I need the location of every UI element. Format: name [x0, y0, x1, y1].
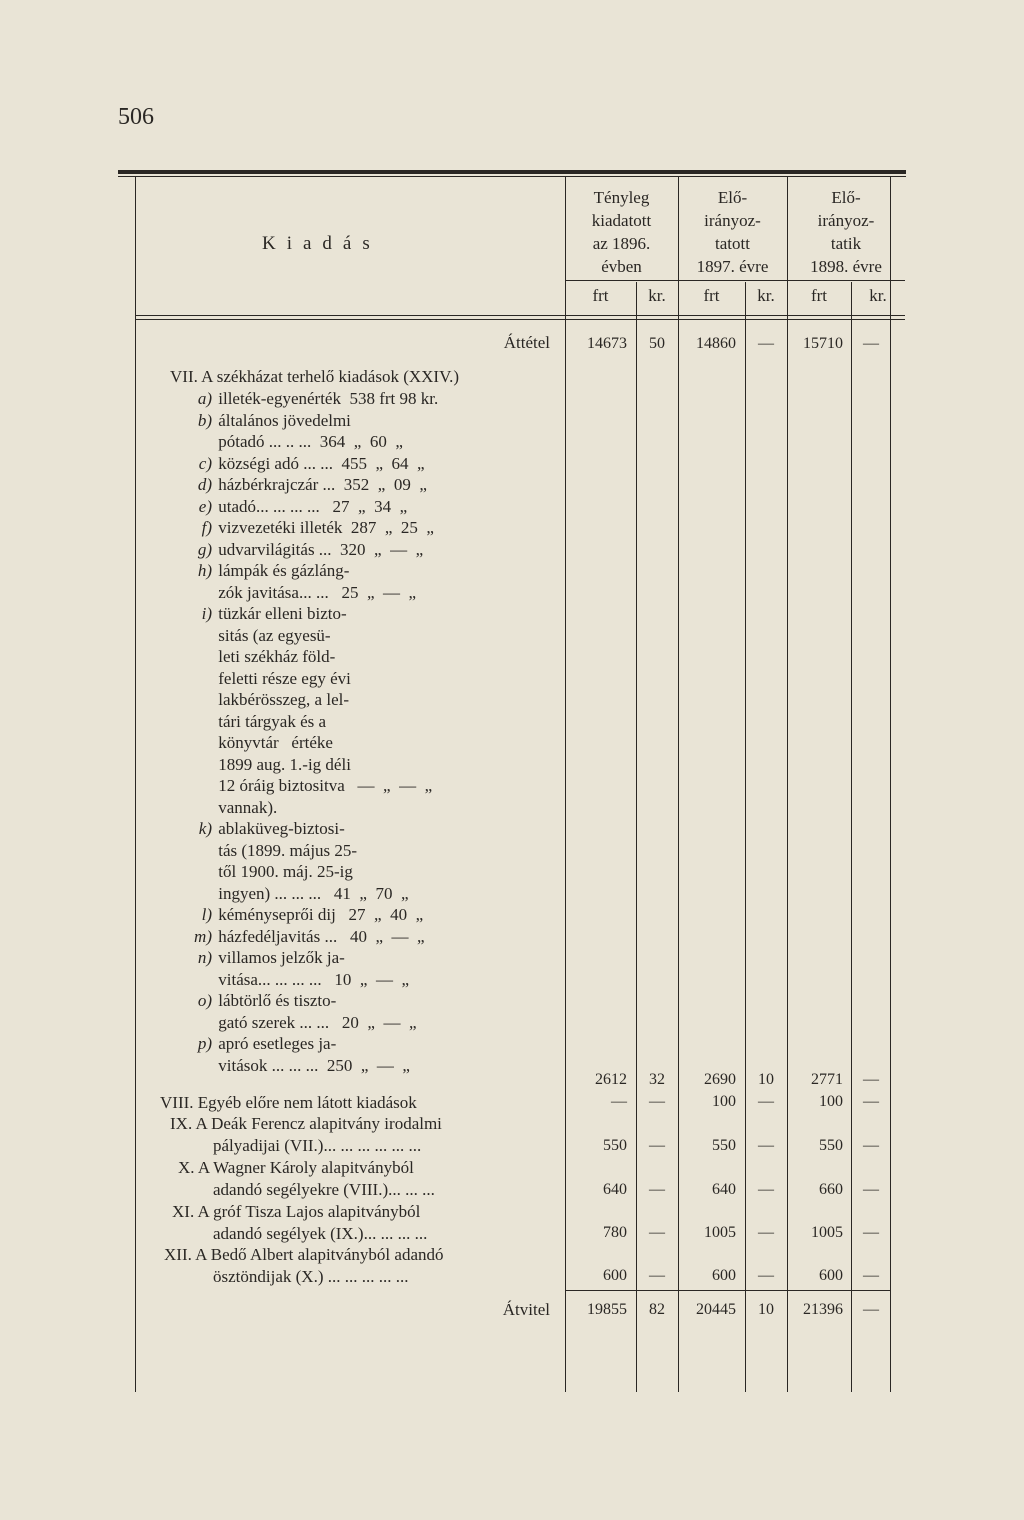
item-line: [170, 453, 560, 475]
atvitel-c1k: 82: [649, 1301, 665, 1318]
header-col3-line: irányoz-: [817, 211, 875, 230]
item-text: sitás (az egyesü-: [218, 625, 331, 645]
header-col2-line: 1897. évre: [696, 257, 769, 276]
item-text: leti székház föld-: [218, 647, 336, 666]
header-col3-line: tatik: [830, 234, 862, 253]
xii-c2k: —: [758, 1267, 774, 1284]
header-bottom-line: [135, 315, 905, 316]
xi-c2k: —: [758, 1224, 774, 1241]
item-text: feletti része egy évi: [218, 668, 351, 688]
item-text: általános jövedelmi: [218, 410, 351, 430]
xii-text-1: XII. A Bedő Albert alapitványból adandó: [164, 1245, 444, 1264]
x-c1k: —: [649, 1181, 665, 1198]
header-col2-line: Elő-: [717, 188, 748, 207]
ix-c3k: —: [863, 1137, 879, 1154]
vii-items: [170, 388, 560, 1076]
item-line: [170, 646, 560, 668]
xi-c3k: —: [863, 1224, 879, 1241]
item-line: [170, 818, 560, 840]
header-col1-line: az 1896.: [592, 234, 651, 253]
item-text: illeték-egyenérték 538 frt 98 kr.: [218, 389, 439, 408]
vii-c1f: 2612: [595, 1071, 627, 1088]
ix-c2f: 550: [712, 1137, 736, 1154]
attetel-c1f: 14673: [587, 335, 627, 352]
item-line: [170, 754, 560, 776]
item-line: [170, 603, 560, 625]
item-line: [170, 861, 560, 883]
xii-c1f: 600: [603, 1267, 627, 1284]
ix-text-2: pályadijai (VII.)... ... ... ... ... ...: [213, 1136, 422, 1155]
xi-c1k: —: [649, 1224, 665, 1241]
header-kiadas: Kiadás: [262, 233, 381, 254]
item-text: gató szerek ... ... 20 „ — „: [218, 1012, 417, 1032]
vii-c1k: 32: [649, 1071, 665, 1088]
atvitel-c3k: —: [863, 1301, 879, 1318]
item-line: [170, 969, 560, 991]
item-line: [170, 1012, 560, 1034]
atvitel-c2f: 20445: [696, 1301, 736, 1318]
x-c1f: 640: [603, 1181, 627, 1198]
sum-line-top: [565, 1290, 890, 1291]
item-text: apró esetleges ja-: [218, 1034, 337, 1053]
header-col2: [678, 186, 787, 278]
x-text-2: adandó segélyekre (VIII.)... ... ...: [213, 1180, 435, 1199]
header-col1-line: évben: [601, 257, 642, 276]
header-col3-line: Elő-: [831, 188, 861, 207]
item-line: [170, 582, 560, 604]
ix-text-1: IX. A Deák Ferencz alapitvány irodalmi: [170, 1114, 442, 1133]
item-text: tüzkár elleni bizto-: [218, 604, 347, 623]
item-text: tás (1899. május 25-: [218, 840, 358, 860]
ix-c2k: —: [758, 1137, 774, 1154]
ix-c3f: 550: [819, 1137, 843, 1154]
viii-c3k: —: [863, 1093, 879, 1110]
item-line: [170, 625, 560, 647]
viii-c2f: 100: [712, 1093, 736, 1110]
item-text: lámpák és gázláng-: [218, 561, 350, 580]
item-text: tári tárgyak és a: [218, 711, 327, 731]
attetel-c2k: —: [758, 335, 774, 352]
item-letter: g): [197, 539, 212, 559]
item-letter: f): [201, 518, 212, 537]
item-letter: i): [201, 604, 212, 623]
xii-text-2: ösztöndijak (X.) ... ... ... ... ...: [213, 1267, 409, 1286]
atvitel-c2k: 10: [758, 1301, 774, 1318]
item-text: pótadó ... .. ... 364 „ 60 „: [218, 432, 403, 451]
viii-c3f: 100: [819, 1093, 843, 1110]
item-line: [170, 539, 560, 561]
item-line: [170, 775, 560, 797]
item-line: [170, 883, 560, 905]
item-line: [170, 560, 560, 582]
xi-text-2: adandó segélyek (IX.)... ... ... ...: [213, 1224, 428, 1243]
item-line: [170, 947, 560, 969]
x-text-1: X. A Wagner Károly alapitványból: [178, 1158, 414, 1177]
xi-c2f: 1005: [704, 1224, 736, 1241]
item-line: [170, 904, 560, 926]
item-line: [170, 388, 560, 410]
item-text: 1899 aug. 1.-ig déli: [218, 754, 351, 774]
col-line-1: [565, 177, 566, 1392]
item-text: lakbérösszeg, a lel-: [218, 690, 349, 709]
item-letter: h): [197, 561, 212, 580]
col-line-right: [890, 177, 891, 1392]
item-line: [170, 410, 560, 432]
col-line-2: [678, 177, 679, 1392]
ix-c1k: —: [649, 1137, 665, 1154]
xi-c1f: 780: [603, 1224, 627, 1241]
item-text: utadó... ... ... ... 27 „ 34 „: [218, 496, 408, 516]
item-line: [170, 1055, 560, 1077]
item-text: vitások ... ... ... 250 „ — „: [218, 1055, 410, 1075]
item-text: vitása... ... ... ... 10 „ — „: [218, 969, 409, 989]
item-text: ingyen) ... ... ... 41 „ 70 „: [218, 883, 409, 903]
attetel-c1k: 50: [649, 335, 665, 352]
header-bottom-line2: [135, 319, 905, 320]
item-line: [170, 840, 560, 862]
vii-c3f: 2771: [811, 1071, 843, 1088]
x-c3k: —: [863, 1181, 879, 1198]
item-line: [170, 732, 560, 754]
item-text: községi adó ... ... 455 „ 64 „: [218, 453, 425, 473]
item-text: udvarvilágitás ... 320 „ — „: [218, 539, 424, 559]
item-text: vizvezetéki illeték 287 „ 25 „: [218, 518, 434, 537]
item-text: villamos jelzők ja-: [218, 948, 345, 967]
header-col2-line: irányoz-: [704, 211, 761, 230]
item-text: 12 óráig biztositva — „ — „: [218, 776, 433, 795]
item-line: [170, 689, 560, 711]
item-line: [170, 496, 560, 518]
item-letter: k): [198, 819, 212, 838]
item-letter: a): [197, 389, 212, 408]
top-rule: [118, 170, 906, 174]
header-col3: [787, 186, 905, 278]
viii-c1k: —: [649, 1093, 665, 1110]
atvitel-c1f: 19855: [587, 1301, 627, 1318]
item-line: [170, 1033, 560, 1055]
ix-c1f: 550: [603, 1137, 627, 1154]
item-line: [170, 711, 560, 733]
item-text: kéményseprői dij 27 „ 40 „: [218, 905, 424, 924]
item-text: házfedéljavitás ... 40 „ — „: [218, 926, 425, 946]
vii-c2k: 10: [758, 1071, 774, 1088]
item-line: [170, 926, 560, 948]
x-c3f: 660: [819, 1181, 843, 1198]
unit-frt-2: frt: [703, 286, 720, 305]
viii-c1f: —: [611, 1093, 627, 1110]
item-letter: d): [197, 475, 212, 494]
item-text: lábtörlő és tiszto-: [218, 991, 337, 1010]
header-col1: [565, 186, 678, 278]
page-number: 506: [118, 104, 154, 130]
col-line-left: [135, 177, 136, 1392]
vii-c2f: 2690: [704, 1071, 736, 1088]
attetel-c3k: —: [863, 335, 879, 352]
header-col1-line: kiadatott: [591, 211, 652, 230]
xii-c1k: —: [649, 1267, 665, 1284]
attetel-c2f: 14860: [696, 335, 736, 352]
item-text: ablaküveg-biztosi-: [218, 819, 345, 838]
vii-c3k: —: [863, 1071, 879, 1088]
xi-c3f: 1005: [811, 1224, 843, 1241]
item-letter: e): [198, 496, 212, 516]
xii-c3f: 600: [819, 1267, 843, 1284]
unit-frt-3: frt: [810, 286, 828, 305]
header-col3-line: 1898. évre: [810, 257, 882, 276]
item-text: vannak).: [218, 797, 278, 817]
attetel-c3f: 15710: [803, 335, 843, 352]
xii-c3k: —: [863, 1267, 879, 1284]
atvitel-label: Átvitel: [502, 1300, 550, 1319]
viii-text: VIII. Egyéb előre nem látott kiadások: [160, 1093, 417, 1112]
atvitel-c3f: 21396: [803, 1301, 843, 1318]
item-line: [170, 990, 560, 1012]
x-c2f: 640: [712, 1181, 736, 1198]
attetel-label: Áttétel: [503, 333, 550, 352]
item-letter: l): [201, 905, 212, 924]
x-c2k: —: [758, 1181, 774, 1198]
unit-frt-1: frt: [592, 286, 609, 305]
item-line: [170, 797, 560, 819]
xi-text-1: XI. A gróf Tisza Lajos alapitványból: [172, 1202, 421, 1221]
unit-kr-1: kr.: [648, 286, 666, 305]
item-letter: n): [197, 948, 212, 967]
unit-kr-2: kr.: [757, 286, 775, 305]
vii-title: VII. A székházat terhelő kiadások (XXIV.): [170, 367, 460, 386]
header-sub-line: [565, 280, 905, 281]
item-letter: m): [194, 926, 212, 946]
header-col2-line: tatott: [715, 234, 750, 253]
item-text: házbérkrajczár ... 352 „ 09 „: [218, 475, 427, 494]
item-text: könyvtár értéke: [218, 733, 333, 752]
item-letter: c): [198, 453, 212, 473]
item-line: [170, 668, 560, 690]
item-text: től 1900. máj. 25-ig: [218, 862, 353, 881]
item-line: [170, 517, 560, 539]
xii-c2f: 600: [712, 1267, 736, 1284]
item-letter: b): [197, 410, 212, 430]
item-letter: o): [197, 991, 212, 1010]
item-text: zók javitása... ... 25 „ — „: [218, 582, 417, 602]
viii-c2k: —: [758, 1093, 774, 1110]
item-letter: p): [197, 1034, 212, 1053]
item-line: [170, 474, 560, 496]
col-line-3: [787, 177, 788, 1392]
unit-kr-3: kr.: [869, 286, 887, 305]
header-col1-line: Tényleg: [593, 188, 650, 207]
item-line: [170, 431, 560, 453]
